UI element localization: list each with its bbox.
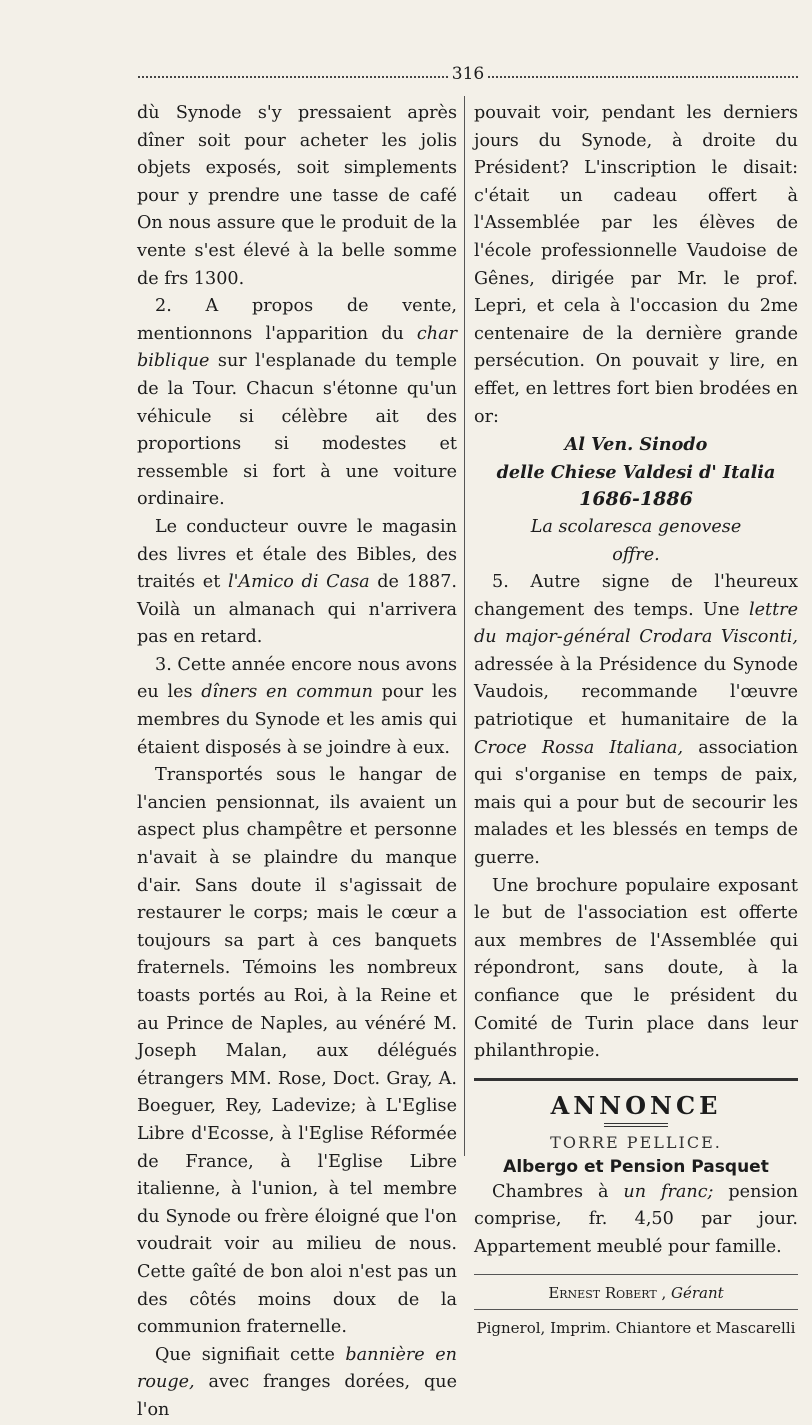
header-dotted-rule <box>138 76 448 78</box>
paragraph: 2. A propos de vente, mentionnons l'apparition du char biblique sur l'esplanade du temple de la Tour. Chacun s'étonne qu'un véhicule si célèbre ait des proportions si modestes et ressemble si fort à une voiture ordinaire. <box>137 296 457 510</box>
annonce-text: Chambres à un franc; pension comprise, fr. 4,50 par jour. Appartement meublé pour famille. <box>474 1181 798 1257</box>
imprint: Pignerol, Imprim. Chiantore et Mascarelli <box>474 1309 798 1340</box>
column-divider <box>464 96 465 1156</box>
dedication-line: offre. <box>612 544 660 565</box>
paragraph: Une brochure populaire exposant le but de l'association est offerte aux membres de l'Assemblée qui répondront, sans doute, à la confiance que le président du Comité de Turin place dans leur philanthropie. <box>474 875 798 1062</box>
signature-name: Ernest Robert <box>548 1283 657 1302</box>
signature-role: Gérant <box>671 1283 724 1302</box>
right-column <box>474 100 798 1340</box>
page-number: 316 <box>451 64 485 84</box>
paragraph: Le conducteur ouvre le magasin des livres et étale des Bibles, des traités et l'Amico di Casa de 1887. Voilà un almanach qui n'arrivera pas en retard. <box>137 516 457 648</box>
signature: Ernest Robert , Gérant <box>548 1283 724 1302</box>
annonce-title: ANNONCE <box>550 1090 722 1120</box>
annonce-hotel: Albergo et Pension Pasquet <box>503 1156 769 1177</box>
signature-rule <box>474 1274 798 1275</box>
paragraph: pouvait voir, pendant les derniers jours du Synode, à droite du Président? L'inscription le disait: c'était un cadeau offert à l'Assemblée par les élèves de l'école professionnelle Vaudoise de Gênes, dirigée par Mr. le prof. Lepri, et cela à l'occasion du 2me centenaire de la dernière grande persécution. On pouvait y lire, en effet, en lettres fort bien brodées en or: <box>474 103 798 427</box>
paragraph: 3. Cette année encore nous avons eu les dîners en commun pour les membres du Synode et les amis qui étaient disposés à se joindre à eux. <box>137 654 457 758</box>
ornament-rule <box>604 1123 668 1127</box>
paragraph: Que signifiait cette bannière en rouge, avec franges dorées, que l'on <box>137 1344 457 1420</box>
dedication-line: delle Chiese Valdesi d' Italia <box>496 461 776 483</box>
header-dotted-rule <box>488 76 798 78</box>
dedication-line: Al Ven. Sinodo <box>564 434 708 456</box>
paragraph: 5. Autre signe de l'heureux changement des temps. Une lettre du major-général Crodara Visconti, adressée à la Présidence du Synode Vaudois, recommande l'œuvre patriotique et humanitaire de la Croce Rossa Italiana, association qui s'organise en temps de paix, mais qui a pour but de secourir les malades et les blessés en temps de guerre. <box>474 572 798 869</box>
left-column <box>137 100 457 1425</box>
page-header <box>138 62 798 86</box>
dedication-line: La scolaresca genovese <box>530 516 742 537</box>
paragraph: Transportés sous le hangar de l'ancien pensionnat, ils avaient un aspect plus champêtre et personne n'avait à se plaindre du manque d'air. Sans doute il s'agissait de restaurer le corps; mais le cœur a toujours sa part à ces banquets fraternels. Témoins les nombreux toasts portés au Roi, à la Reine et au Prince de Naples, au vénéré M. Joseph Malan, aux délégués étrangers MM. Rose, Doct. Gray, A. Boeguer, Rey, Ladevize; à L'Eglise Libre d'Ecosse, à l'Eglise Réformée de France, à l'Eglise Libre italienne, à l'union, à tel membre du Synode ou frère éloigné que l'on voudrait voir au milieu de nous. Cette gaîté de bon aloi n'est pas un des côtés moins doux de la communion fraternelle. <box>137 765 457 1338</box>
annonce-place: TORRE PELLICE. <box>550 1132 722 1152</box>
paragraph: dù Synode s'y pressaient après dîner soit pour acheter les jolis objets exposés, soit simplements pour y prendre une tasse de café On nous assure que le produit de la vente s'est élevé à la belle somme de frs 1300. <box>137 103 457 289</box>
dedication-year: 1686-1886 <box>579 488 693 511</box>
section-rule <box>474 1078 798 1081</box>
